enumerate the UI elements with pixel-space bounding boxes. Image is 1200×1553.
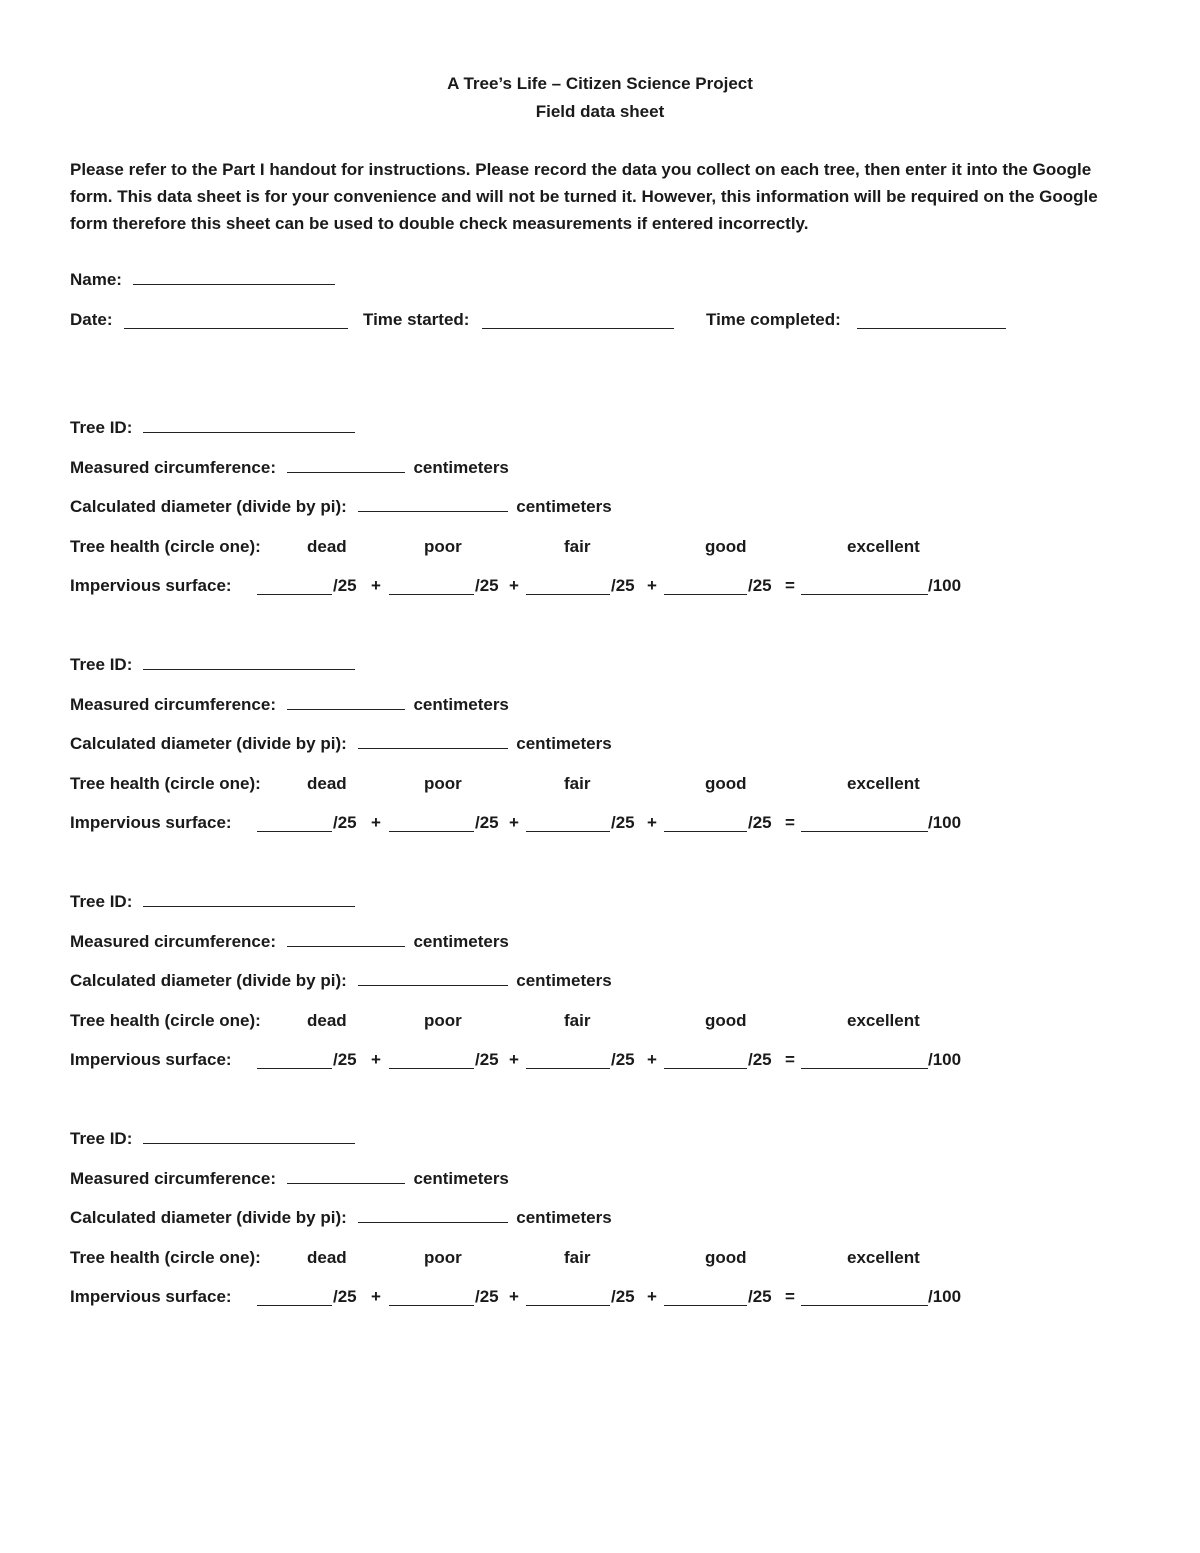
health-option-dead[interactable]: dead bbox=[307, 1011, 347, 1030]
tree-id-field[interactable] bbox=[143, 1128, 355, 1144]
date-label: Date: bbox=[70, 310, 113, 329]
circumference-field[interactable] bbox=[287, 457, 405, 473]
diameter-row bbox=[70, 1206, 612, 1230]
tree-id-row bbox=[70, 890, 355, 914]
diameter-field[interactable] bbox=[358, 733, 508, 749]
impervious-quarter-field[interactable] bbox=[664, 579, 747, 595]
health-row bbox=[70, 1009, 261, 1033]
impervious-label: Impervious surface: bbox=[70, 576, 232, 595]
plus-sign: + bbox=[647, 1287, 657, 1306]
tree-id-label: Tree ID: bbox=[70, 418, 133, 437]
total-denominator: /100 bbox=[928, 813, 962, 832]
health-label: Tree health (circle one): bbox=[70, 774, 261, 793]
equals-sign: = bbox=[785, 813, 795, 832]
total-denominator: /100 bbox=[928, 1287, 962, 1306]
quarter-denominator: /25 bbox=[748, 1050, 772, 1069]
tree-id-field[interactable] bbox=[143, 891, 355, 907]
health-option-fair[interactable]: fair bbox=[564, 1248, 591, 1267]
quarter-denominator: /25 bbox=[611, 1287, 635, 1306]
quarter-denominator: /25 bbox=[475, 1050, 499, 1069]
diameter-unit: centimeters bbox=[516, 734, 612, 753]
health-option-good[interactable]: good bbox=[705, 1011, 747, 1030]
health-option-dead[interactable]: dead bbox=[307, 1248, 347, 1267]
quarter-denominator: /25 bbox=[611, 813, 635, 832]
plus-sign: + bbox=[509, 1050, 519, 1069]
time-completed-field[interactable] bbox=[857, 313, 1006, 329]
circumference-row bbox=[70, 456, 509, 480]
quarter-denominator: /25 bbox=[475, 576, 499, 595]
circumference-label: Measured circumference: bbox=[70, 932, 276, 951]
date-field[interactable] bbox=[124, 313, 348, 329]
total-denominator: /100 bbox=[928, 1050, 962, 1069]
impervious-total-field[interactable] bbox=[801, 1053, 928, 1069]
health-option-fair[interactable]: fair bbox=[564, 1011, 591, 1030]
impervious-quarter-field[interactable] bbox=[389, 1290, 474, 1306]
impervious-label: Impervious surface: bbox=[70, 813, 232, 832]
impervious-quarter-field[interactable] bbox=[526, 579, 610, 595]
impervious-label: Impervious surface: bbox=[70, 1050, 232, 1069]
quarter-denominator: /25 bbox=[333, 813, 357, 832]
quarter-denominator: /25 bbox=[333, 576, 357, 595]
diameter-field[interactable] bbox=[358, 970, 508, 986]
page-subtitle: Field data sheet bbox=[535, 102, 665, 121]
health-option-dead[interactable]: dead bbox=[307, 537, 347, 556]
circumference-label: Measured circumference: bbox=[70, 1169, 276, 1188]
name-row bbox=[70, 268, 335, 292]
impervious-total-field[interactable] bbox=[801, 1290, 928, 1306]
instructions-paragraph: Please refer to the Part I handout for instructions. Please record the data you collect on each tree, then enter it into the Google form. This data sheet is for your convenience and will not be turned it. However, this information will be required on the Google form therefore this sheet can be used to double check measurements if entered incorrectly. bbox=[70, 160, 1098, 233]
plus-sign: + bbox=[509, 813, 519, 832]
health-label: Tree health (circle one): bbox=[70, 537, 261, 556]
diameter-row bbox=[70, 495, 612, 519]
plus-sign: + bbox=[509, 576, 519, 595]
name-field[interactable] bbox=[133, 269, 335, 285]
tree-id-field[interactable] bbox=[143, 654, 355, 670]
equals-sign: = bbox=[785, 1287, 795, 1306]
health-row bbox=[70, 772, 261, 796]
diameter-unit: centimeters bbox=[516, 497, 612, 516]
plus-sign: + bbox=[647, 576, 657, 595]
circumference-field[interactable] bbox=[287, 1168, 405, 1184]
diameter-row bbox=[70, 969, 612, 993]
tree-id-label: Tree ID: bbox=[70, 655, 133, 674]
impervious-label: Impervious surface: bbox=[70, 1287, 232, 1306]
time-started-field[interactable] bbox=[482, 313, 674, 329]
impervious-quarter-field[interactable] bbox=[664, 1053, 747, 1069]
health-option-good[interactable]: good bbox=[705, 774, 747, 793]
plus-sign: + bbox=[647, 813, 657, 832]
diameter-unit: centimeters bbox=[516, 1208, 612, 1227]
tree-id-label: Tree ID: bbox=[70, 892, 133, 911]
health-option-poor[interactable]: poor bbox=[424, 774, 462, 793]
equals-sign: = bbox=[785, 1050, 795, 1069]
diameter-field[interactable] bbox=[358, 1207, 508, 1223]
impervious-quarter-field[interactable] bbox=[664, 816, 747, 832]
date-time-row bbox=[70, 308, 113, 332]
health-row bbox=[70, 1246, 261, 1270]
health-row bbox=[70, 535, 261, 559]
quarter-denominator: /25 bbox=[611, 1050, 635, 1069]
diameter-label: Calculated diameter (divide by pi): bbox=[70, 1208, 347, 1227]
circumference-label: Measured circumference: bbox=[70, 695, 276, 714]
impervious-quarter-field[interactable] bbox=[257, 816, 332, 832]
impervious-quarter-field[interactable] bbox=[257, 1290, 332, 1306]
quarter-denominator: /25 bbox=[333, 1287, 357, 1306]
health-option-poor[interactable]: poor bbox=[424, 1011, 462, 1030]
circumference-row bbox=[70, 930, 509, 954]
impervious-quarter-field[interactable] bbox=[526, 1053, 610, 1069]
health-label: Tree health (circle one): bbox=[70, 1011, 261, 1030]
health-option-good[interactable]: good bbox=[705, 1248, 747, 1267]
impervious-quarter-field[interactable] bbox=[257, 579, 332, 595]
time-completed-label: Time completed: bbox=[706, 310, 841, 329]
name-label: Name: bbox=[70, 270, 122, 289]
impervious-total-field[interactable] bbox=[801, 816, 928, 832]
quarter-denominator: /25 bbox=[748, 1287, 772, 1306]
circumference-unit: centimeters bbox=[413, 695, 509, 714]
circumference-row bbox=[70, 1167, 509, 1191]
health-label: Tree health (circle one): bbox=[70, 1248, 261, 1267]
impervious-quarter-field[interactable] bbox=[257, 1053, 332, 1069]
tree-id-row bbox=[70, 1127, 355, 1151]
impervious-total-field[interactable] bbox=[801, 579, 928, 595]
impervious-quarter-field[interactable] bbox=[664, 1290, 747, 1306]
circumference-unit: centimeters bbox=[413, 458, 509, 477]
circumference-field[interactable] bbox=[287, 694, 405, 710]
health-option-dead[interactable]: dead bbox=[307, 774, 347, 793]
plus-sign: + bbox=[371, 813, 381, 832]
diameter-field[interactable] bbox=[358, 496, 508, 512]
health-option-fair[interactable]: fair bbox=[564, 774, 591, 793]
tree-id-label: Tree ID: bbox=[70, 1129, 133, 1148]
circumference-field[interactable] bbox=[287, 931, 405, 947]
health-option-fair[interactable]: fair bbox=[564, 537, 591, 556]
equals-sign: = bbox=[785, 576, 795, 595]
plus-sign: + bbox=[509, 1287, 519, 1306]
health-option-excellent[interactable]: excellent bbox=[847, 537, 920, 556]
impervious-row bbox=[70, 811, 232, 835]
impervious-row bbox=[70, 1048, 232, 1072]
tree-id-row bbox=[70, 653, 355, 677]
diameter-label: Calculated diameter (divide by pi): bbox=[70, 734, 347, 753]
health-option-excellent[interactable]: excellent bbox=[847, 1011, 920, 1030]
quarter-denominator: /25 bbox=[611, 576, 635, 595]
circumference-row bbox=[70, 693, 509, 717]
health-option-good[interactable]: good bbox=[705, 537, 747, 556]
quarter-denominator: /25 bbox=[475, 1287, 499, 1306]
page-title: A Tree’s Life – Citizen Science Project bbox=[447, 74, 753, 93]
circumference-label: Measured circumference: bbox=[70, 458, 276, 477]
circumference-unit: centimeters bbox=[413, 1169, 509, 1188]
impervious-row bbox=[70, 574, 232, 598]
plus-sign: + bbox=[647, 1050, 657, 1069]
diameter-row bbox=[70, 732, 612, 756]
impervious-quarter-field[interactable] bbox=[389, 1053, 474, 1069]
diameter-label: Calculated diameter (divide by pi): bbox=[70, 497, 347, 516]
health-option-excellent[interactable]: excellent bbox=[847, 1248, 920, 1267]
quarter-denominator: /25 bbox=[748, 576, 772, 595]
plus-sign: + bbox=[371, 1287, 381, 1306]
impervious-quarter-field[interactable] bbox=[526, 816, 610, 832]
impervious-quarter-field[interactable] bbox=[389, 816, 474, 832]
impervious-row bbox=[70, 1285, 232, 1309]
total-denominator: /100 bbox=[928, 576, 962, 595]
health-option-excellent[interactable]: excellent bbox=[847, 774, 920, 793]
diameter-label: Calculated diameter (divide by pi): bbox=[70, 971, 347, 990]
health-option-poor[interactable]: poor bbox=[424, 537, 462, 556]
time-started-label: Time started: bbox=[363, 310, 470, 329]
health-option-poor[interactable]: poor bbox=[424, 1248, 462, 1267]
plus-sign: + bbox=[371, 1050, 381, 1069]
quarter-denominator: /25 bbox=[748, 813, 772, 832]
diameter-unit: centimeters bbox=[516, 971, 612, 990]
quarter-denominator: /25 bbox=[333, 1050, 357, 1069]
tree-id-row bbox=[70, 416, 355, 440]
tree-id-field[interactable] bbox=[143, 417, 355, 433]
impervious-quarter-field[interactable] bbox=[526, 1290, 610, 1306]
circumference-unit: centimeters bbox=[413, 932, 509, 951]
plus-sign: + bbox=[371, 576, 381, 595]
impervious-quarter-field[interactable] bbox=[389, 579, 474, 595]
quarter-denominator: /25 bbox=[475, 813, 499, 832]
